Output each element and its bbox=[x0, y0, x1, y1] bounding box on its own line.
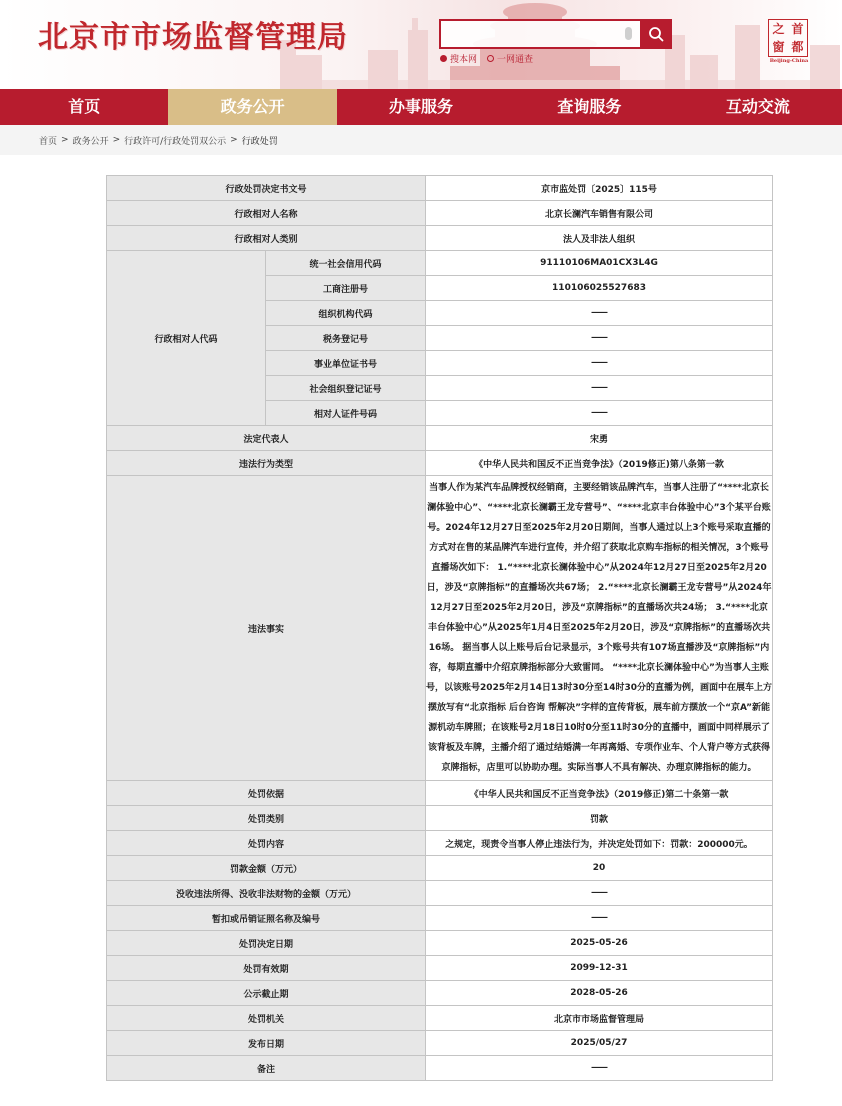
table-row bbox=[107, 251, 773, 276]
search-button[interactable] bbox=[640, 19, 672, 49]
breadcrumb-current: 行政处罚 bbox=[241, 136, 278, 147]
table-row bbox=[107, 981, 773, 1006]
radio-unselected-icon[interactable] bbox=[487, 55, 494, 62]
confiscation-value: —— bbox=[426, 881, 773, 906]
social-org-label: 社会组织登记证号 bbox=[266, 376, 426, 401]
business-reg-value: 110106025527683 bbox=[426, 276, 773, 301]
logo-subtitle: Beijing-China bbox=[769, 58, 809, 64]
search-scope-site[interactable] bbox=[440, 52, 477, 65]
breadcrumb-government-affairs[interactable]: 政务公开 bbox=[72, 136, 109, 147]
basis-label: 处罚依据 bbox=[107, 781, 426, 806]
penalty-record-table bbox=[106, 175, 773, 1081]
table-row bbox=[107, 956, 773, 981]
party-name-value: 北京长澜汽车销售有限公司 bbox=[426, 201, 773, 226]
nav-item-query[interactable]: 查询服务 bbox=[557, 97, 622, 116]
authority-label: 处罚机关 bbox=[107, 1006, 426, 1031]
org-code-value: —— bbox=[426, 301, 773, 326]
breadcrumb-separator: > bbox=[112, 135, 121, 145]
table-row bbox=[107, 1006, 773, 1031]
search-box bbox=[439, 19, 672, 49]
basis-value: 《中华人民共和国反不正当竞争法》（2019修正)第二十条第一款 bbox=[426, 781, 773, 806]
business-reg-label: 工商注册号 bbox=[266, 276, 426, 301]
institution-cert-value: —— bbox=[426, 351, 773, 376]
category-value: 罚款 bbox=[426, 806, 773, 831]
breadcrumb-separator: > bbox=[61, 135, 69, 145]
publicity-end-value: 2028-05-26 bbox=[426, 981, 773, 1006]
table-row bbox=[107, 201, 773, 226]
fine-amount-value: 20 bbox=[426, 856, 773, 881]
breadcrumb-home[interactable]: 首页 bbox=[39, 136, 58, 147]
decision-date-label: 处罚决定日期 bbox=[107, 931, 426, 956]
nav-item-government-affairs[interactable]: 政务公开 bbox=[168, 89, 336, 125]
logo-char: 首 bbox=[791, 22, 804, 36]
nav-item-home[interactable]: 首页 bbox=[68, 97, 101, 116]
license-suspension-label: 暂扣或吊销证照名称及编号 bbox=[107, 906, 426, 931]
search-input[interactable] bbox=[439, 19, 640, 49]
violation-type-label: 违法行为类型 bbox=[107, 451, 426, 476]
party-code-label: 行政相对人代码 bbox=[107, 251, 266, 426]
decision-date-value: 2025-05-26 bbox=[426, 931, 773, 956]
table-row bbox=[107, 476, 773, 781]
table-row bbox=[107, 931, 773, 956]
logo-char: 都 bbox=[791, 40, 804, 54]
validity-value: 2099-12-31 bbox=[426, 956, 773, 981]
table-row bbox=[107, 426, 773, 451]
facts-value: 当事人作为某汽车品牌授权经销商，主要经销该品牌汽车，当事人注册了“****北京长澜体验中心”、“****北京长澜霸王龙专营号”、“****北京丰台体验中心”3个某平台账号。2024年12月27日至2025年2月20日期间，当事人通过以上3个账号采取直播的方式对在售的某品牌汽车进行宣传，并介绍了获取北京购车指标的相关情况，3个账号直播场次如下： 1.“****北京长澜体验中心”从2024年12月27日至2025年2月20日，涉及“京牌指标”的直播场次共67场； 2.“****北京长澜霸王龙专营号”从2024年12月27日至2025年2月20日，涉及“京牌指标”的直播场次共24场； 3.“****北京丰台体验中心”从2025年1月4日至2025年2月20日，涉及“京牌指标”的直播场次共16场。 据当事人以上账号后台记录显示，3个账号共有107场直播涉及“京牌指标”内容，每期直播中介绍京牌指标部分大致雷同。 “****北京长澜体验中心”为当事人主账号，以该账号2025年2月14日13时30分至14时30分的直播为例，画面中在展车上方摆放写有“北京指标 后台咨询 帮解决”字样的宣传背板，展车前方摆放一个“京A”新能源机动车牌照；在该账号2月18日10时0分至11时30分的直播中，画面中同样展示了该背板及车牌，主播介绍了通过结婚满一年再离婚、专项作业车、个人背户等方式获得京牌指标，店里可以协助办理。实际当事人不具有解决、办理京牌指标的能力。 bbox=[426, 476, 773, 781]
table-row bbox=[107, 226, 773, 251]
record-content bbox=[0, 155, 842, 1081]
party-type-label: 行政相对人类别 bbox=[107, 226, 426, 251]
site-header bbox=[0, 0, 842, 89]
remarks-label: 备注 bbox=[107, 1056, 426, 1081]
search-scope-all[interactable] bbox=[487, 52, 533, 65]
table-row bbox=[107, 906, 773, 931]
table-row bbox=[107, 1056, 773, 1081]
credit-code-value: 91110106MA01CX3L4G bbox=[426, 251, 773, 276]
doc-number-value: 京市监处罚〔2025〕115号 bbox=[426, 176, 773, 201]
org-code-label: 组织机构代码 bbox=[266, 301, 426, 326]
table-row bbox=[107, 781, 773, 806]
fine-amount-label: 罚款金额（万元） bbox=[107, 856, 426, 881]
search-scope-all-label: 一网通查 bbox=[497, 55, 534, 65]
penalty-content-label: 处罚内容 bbox=[107, 831, 426, 856]
doc-number-label: 行政处罚决定书文号 bbox=[107, 176, 426, 201]
id-number-label: 相对人证件号码 bbox=[266, 401, 426, 426]
logo-char: 之 bbox=[772, 22, 785, 36]
table-row bbox=[107, 831, 773, 856]
publish-date-value: 2025/05/27 bbox=[426, 1031, 773, 1056]
id-number-value: —— bbox=[426, 401, 773, 426]
capital-window-logo[interactable] bbox=[768, 19, 810, 65]
legal-rep-value: 宋勇 bbox=[426, 426, 773, 451]
authority-value: 北京市市场监督管理局 bbox=[426, 1006, 773, 1031]
validity-label: 处罚有效期 bbox=[107, 956, 426, 981]
penalty-content-value: 之规定，现责令当事人停止违法行为，并决定处罚如下：罚款：200000元。 bbox=[426, 831, 773, 856]
institution-cert-label: 事业单位证书号 bbox=[266, 351, 426, 376]
main-nav bbox=[0, 89, 842, 125]
radio-selected-icon[interactable] bbox=[440, 55, 447, 62]
social-org-value: —— bbox=[426, 376, 773, 401]
tax-reg-value: —— bbox=[426, 326, 773, 351]
publicity-end-label: 公示截止期 bbox=[107, 981, 426, 1006]
breadcrumb bbox=[0, 125, 842, 155]
table-row bbox=[107, 176, 773, 201]
microphone-icon[interactable] bbox=[625, 27, 632, 40]
table-row bbox=[107, 451, 773, 476]
legal-rep-label: 法定代表人 bbox=[107, 426, 426, 451]
table-row bbox=[107, 856, 773, 881]
search-scope-site-label: 搜本网 bbox=[450, 55, 478, 65]
violation-type-value: 《中华人民共和国反不正当竞争法》（2019修正)第八条第一款 bbox=[426, 451, 773, 476]
party-name-label: 行政相对人名称 bbox=[107, 201, 426, 226]
confiscation-label: 没收违法所得、没收非法财物的金额（万元） bbox=[107, 881, 426, 906]
search-scope-options bbox=[440, 52, 533, 65]
tax-reg-label: 税务登记号 bbox=[266, 326, 426, 351]
table-row bbox=[107, 881, 773, 906]
table-row bbox=[107, 806, 773, 831]
breadcrumb-separator: > bbox=[230, 135, 238, 145]
logo-seal bbox=[768, 19, 808, 57]
nav-item-interaction[interactable]: 互动交流 bbox=[725, 97, 790, 116]
remarks-value: —— bbox=[426, 1056, 773, 1081]
category-label: 处罚类别 bbox=[107, 806, 426, 831]
table-row bbox=[107, 1031, 773, 1056]
logo-char: 窗 bbox=[772, 40, 785, 54]
credit-code-label: 统一社会信用代码 bbox=[266, 251, 426, 276]
license-suspension-value: —— bbox=[426, 906, 773, 931]
party-type-value: 法人及非法人组织 bbox=[426, 226, 773, 251]
publish-date-label: 发布日期 bbox=[107, 1031, 426, 1056]
facts-label: 违法事实 bbox=[107, 476, 426, 781]
breadcrumb-dual-publicity[interactable]: 行政许可/行政处罚双公示 bbox=[124, 136, 227, 147]
nav-item-services[interactable]: 办事服务 bbox=[389, 97, 454, 116]
site-title: 北京市市场监督管理局 bbox=[38, 20, 348, 55]
search-icon bbox=[648, 26, 664, 42]
